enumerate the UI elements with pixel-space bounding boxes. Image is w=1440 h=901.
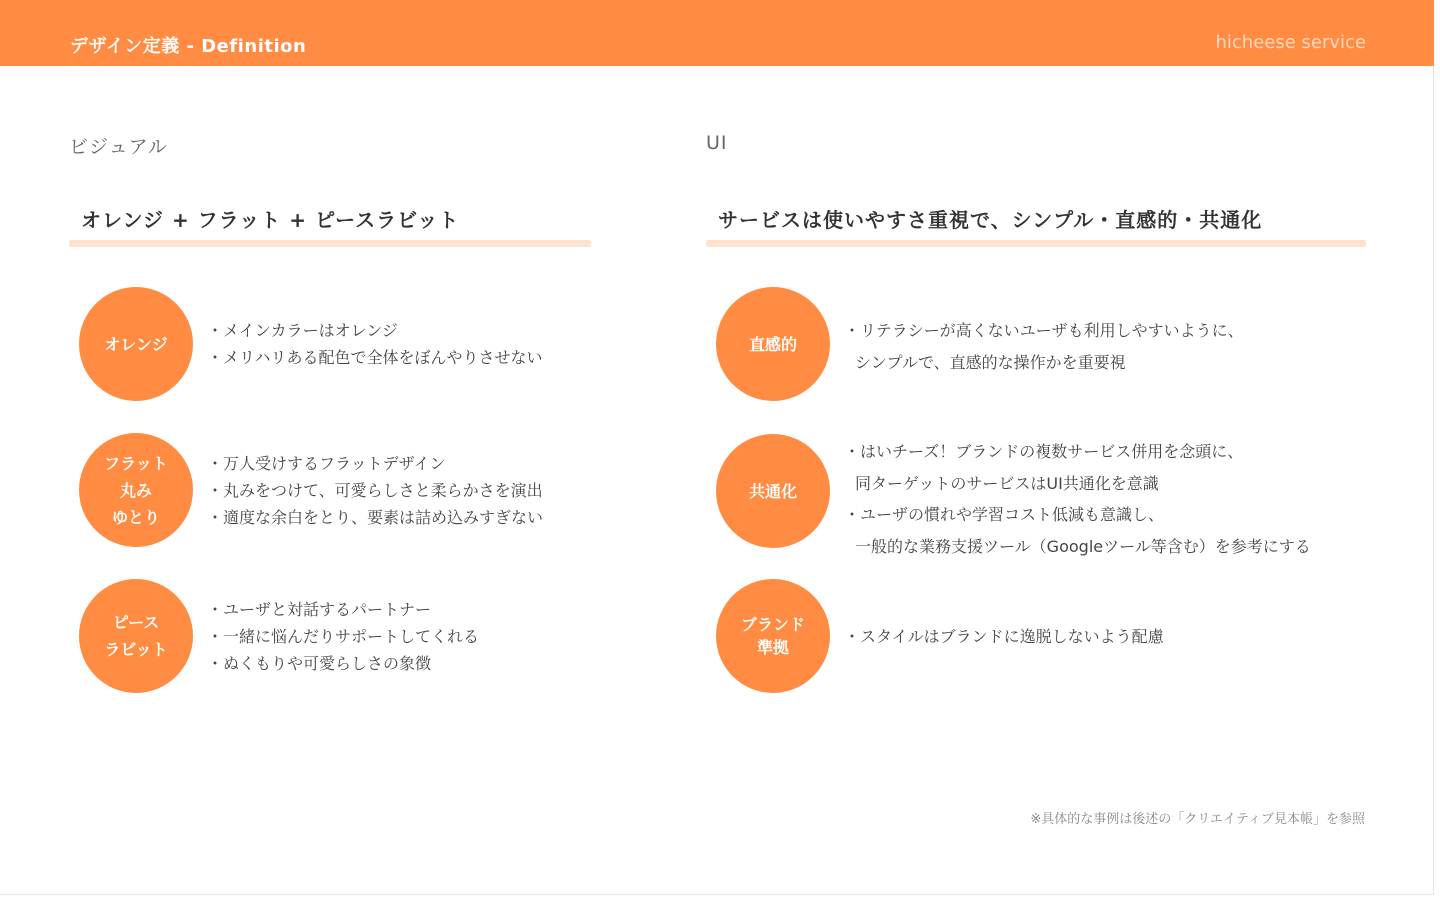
bullet-list (844, 436, 1311, 562)
badge-circle (79, 579, 193, 693)
badge-circle (79, 433, 193, 547)
header-bar (0, 0, 1434, 66)
badge-label: オレンジ (104, 334, 168, 354)
bullet-item: ・リテラシーが高くないユーザも利用しやすいように、 (844, 321, 1244, 340)
badge-label: ブランド 準拠 (740, 615, 805, 657)
ui-concept-heading: サービスは使いやすさ重視で、シンプル・直感的・共通化 (718, 208, 1263, 232)
visual-concept-heading: オレンジ + フラット + ピースラビット (81, 208, 460, 232)
badge-label: フラット 丸み ゆとり (104, 453, 168, 527)
bullet-item: ・メインカラーはオレンジ (207, 321, 398, 340)
bullet-item: ・ぬくもりや可愛らしさの象徴 (207, 654, 432, 673)
bullet-item: ・丸みをつけて、可愛らしさと柔らかさを演出 (207, 481, 543, 500)
bullet-item: ・一緒に悩んだりサポートしてくれる (207, 627, 480, 646)
ui-heading-underline (706, 240, 1366, 247)
footnote: ※具体的な事例は後述の「クリエイティブ見本帳」を参照 (1030, 812, 1365, 827)
visual-section-label: ビジュアル (69, 136, 168, 158)
bullet-item: ・メリハリある配色で全体をぼんやりさせない (207, 348, 543, 367)
bullet-list (844, 621, 1164, 653)
brand-name: hicheese service (1215, 32, 1366, 53)
bullet-item: ・適度な余白をとり、要素は詰め込みすぎない (207, 508, 544, 527)
bullet-list (207, 317, 543, 371)
badge-label: 共通化 (748, 481, 797, 501)
page-title: デザイン定義 - Definition (70, 36, 307, 57)
bullet-item: ・ユーザの慣れや学習コスト低減も意識し、 (844, 505, 1165, 524)
bullet-list (207, 596, 479, 677)
badge-circle (716, 434, 830, 548)
bullet-item: シンプルで、直感的な操作かを重要視 (855, 352, 1126, 372)
bullet-list (844, 315, 1244, 378)
bullet-item: ・ユーザと対話するパートナー (207, 600, 432, 619)
bullet-item: 同ターゲットのサービスはUI共通化を意識 (855, 473, 1159, 493)
visual-heading-underline (69, 240, 591, 247)
ui-section-label: UI (706, 132, 728, 154)
bullet-item: ・はいチーズ！ブランドの複数サービス併用を念頭に、 (844, 442, 1244, 461)
badge-label: 直感的 (748, 334, 797, 354)
badge-circle (79, 287, 193, 401)
bullet-item: ・スタイルはブランドに逸脱しないよう配慮 (844, 627, 1164, 646)
badge-circle (716, 287, 830, 401)
bullet-item: ・万人受けするフラットデザイン (207, 454, 446, 473)
bullet-item: 一般的な業務支援ツール（Googleツール等含む）を参考にする (855, 536, 1311, 556)
badge-label: ピース ラビット (104, 613, 168, 659)
badge-circle (716, 579, 830, 693)
bullet-list (207, 450, 543, 531)
